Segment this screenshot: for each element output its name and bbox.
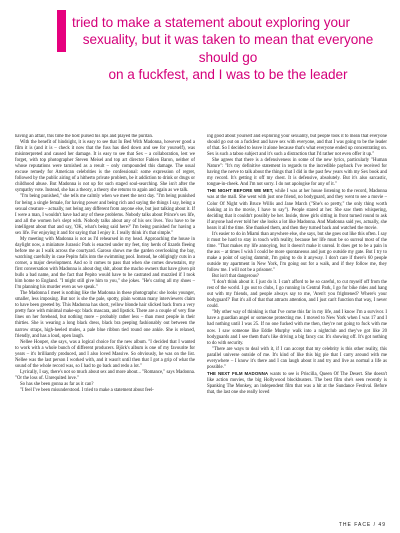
pull-quote-line-3: on a fuckfest, and I was to be the leader bbox=[108, 67, 348, 83]
pull-quote-line-1: tried to make a statement about exploring your bbox=[72, 15, 351, 30]
paragraph: So has she been gonna as far as it can? bbox=[20, 381, 94, 387]
paragraph: My meeting with Madonna is not as I'd rehearsed in my head. Approaching the house in daylight now, a miniature Jurassic Park is enacted under my feet, tiny herds of lizards fleeing before me as I walk across the courtyard. Garoso shows me the garden overlooking the bay, watching carefully in case Pepito falls into the swimming pool. Instead, he obligingly cuts in a corner, a major development. And so it comes to pass that when she comes downstairs, my first conversation with Madonna is about dog shit, about the macho owners that have given pit bulls a bad name, and the fact that Pepito would have to be castrated and muzzled if I took him home to England. "I might still give him to you," she jokes. "He's caring all my shoes – I'm planning his murder even as we speak." bbox=[15, 236, 195, 291]
paragraph: "I feel I've been misunderstood. I tried to make a statement about feel- bbox=[20, 387, 154, 393]
article-body bbox=[15, 134, 387, 518]
run-in-heading: THE NIGHT BEFORE WE MET, bbox=[207, 188, 274, 194]
paragraph-text: wants to see is Priscilla, Queen Of The Desert. She doesn't like action movies, the big Hollywood blockbusters. The best film she's seen recently is Spanking The Monkey, an independent film that was a hit at the Sundance Festival. Before that, the last one she really loved bbox=[207, 371, 387, 395]
paragraph: But isn't that dangerous? bbox=[212, 274, 259, 280]
paragraph: having an affair, this time the host pursed his lips and played the puritan. bbox=[15, 134, 154, 139]
paragraph: "I'm being punished," she tells me calmly when we meet the next day. "I'm being punished for being a single female, for having power and being rich and saying the things I say, being a sexual creature – actually, not being any different from anyone else, but just talking about it. If I were a man, I wouldn't have had any of these problems. Nobody talks about Prince's sex life, and all the women he's slept with. Nobody talks about any of his sex lives. You have to be intelligent about that and say, 'OK, what's being said here?' I'm being punished for having a sex life. For enjoying it and for saying that I enjoy it. I really think it's that simple." bbox=[15, 194, 195, 236]
paragraph: "There are ways to deal with it, if I can accept that my celebrity is this other reality, this parallel universe outside of me. It's kind of like this big pie that I carry around with me everywhere – I know it's there and I can laugh about it and try and live as normal a life as possible." bbox=[207, 346, 387, 370]
page-footer: THE FACE / 49 bbox=[338, 522, 386, 528]
paragraph: The Madonna I meet is nothing like the Madonna in these photographs: she looks younger, smaller, less imposing. But nor is she the pale, spotty, plain woman many interviewers claim to have been greeted by. This Madonna has short, yellow blonde hair slicked back from a very pretty face with minimal make-up: black mascara, and lipstick. There are a couple of very fine lines on her forehead, but nothing more – probably rather less – than most people in their thirties. She is wearing a long black dress, black bra peeping fashionably out between the narrow straps, high-heeled mules, a pale blue ribbon tied round one ankle. She is relaxed, friendly, and has a loud, open laugh. bbox=[15, 291, 195, 339]
paragraph: "I don't think about it. I just do it. I can't afford to be so careful, to cut myself off from the rest of the world. I go out to clubs, I go running in Central Park, I go for bike rides and hang out with my friends, and people always say to me, 'Aren't you frightened? Where's your bodyguard?' But it's all of that that attracts attention, and I just can't function that way, I never could. bbox=[207, 280, 387, 310]
paragraph: ing good about yourself and exploring your sexuality, but people took it to mean that everyone should go out on a fuckfest and have sex with everyone, and that I was going to be the leader of that. So I decided to leave it alone because that's what everyone ended up concentrating on. Sex is such a taboo subject and it's such a distraction that I'd rather not even offer it up." bbox=[207, 134, 387, 158]
section-paragraph bbox=[207, 371, 387, 396]
article-column-right bbox=[207, 134, 387, 518]
section-paragraph bbox=[207, 188, 387, 231]
pull-quote-initial-bar bbox=[57, 10, 66, 52]
pull-quote bbox=[70, 14, 386, 84]
paragraph: "My other way of thinking is that I've come this far in my life, and I know I'm a survivor. I have a guardian angel or someone protecting me. I moved to New York when I was 17 and I had nothing until I was 25. If no one fucked with me then, they're not going to fuck with me now. I saw someone like Eddie Murphy walk into a nightclub and they've got like 20 bodyguards and I see them that's like driving a big fancy car. It's showing off. It's got nothing to do with security. bbox=[207, 310, 387, 346]
paragraph: With the benefit of hindsight, it is easy to see that In Bed With Madonna, however good a film it is (and it is – check it now that the fuss has died down and see for yourself), was misinterpreted and caused her damage. It is easy to see that Sex – a collaboration, lest we forget, with top photographer Steven Meisel and top art director Fabien Baron, neither of whose reputations were tarnished as a result – only compounded this damage. The usual excuse remedy for American celebrities is the confessional: some expression of regret, followed by the public airing of a hitherto private problem, be it addiction to drink or drugs or childhood abuse. But Madonna is not up for such staged soul-searching. She isn't after the sympathy vote. Instead, she has a theory, a theory she returns to again and again as we talk. bbox=[15, 140, 195, 194]
pull-quote-line-2: sexuality, but it was taken to mean that everyone should go bbox=[82, 32, 374, 65]
paragraph: She agrees that there is a defensiveness in some of the new lyrics, particularly "Human Nature": "It's my definitive statement in regards to the incredible payback I've received for having the nerve to talk about the things that I did in the past few years with my Sex book and my record. It's getting it off my chest. It is defensive, absolutely. But it's also sarcastic, tongue-in-cheek. And I'm not sorry. I do not apologise for any of it." bbox=[207, 158, 387, 188]
paragraph: Nellee Hooper, she says, was a logical choice for the new album. "I decided that I wanted to work with a whole bunch of different producers. Björk's album is one of my favourite for years – it's brilliantly produced, and I also loved Massive. So obviously, he was on the list. Nellee was the last person I worked with, and it wasn't until then that I got a grip of what the sound of the whole record was, so I had to go back and redo a lot." bbox=[15, 339, 195, 369]
run-in-heading: THE NEXT FILM MADONNA bbox=[207, 370, 269, 376]
paragraph: It's easier to do in Miami than anywhere else, she says, but she goes out like this often. I say it must be hard to stay in touch with reality, because her life must be so surreal most of the time. "That makes my life annoying, but it doesn't make it unreal. It does get to be a pain in the ass – at times I wish I could be more spontaneous and just go outside my gate. But I try to make a point of saying dammit, I'm going to do it anyway. I don't care if there's 60 people outside my apartment in New York, I'm going out for a walk, and if they follow me, they follow me. I will not be a prisoner." bbox=[207, 231, 387, 274]
article-column-left bbox=[15, 134, 195, 518]
paragraph: Lyrically, I say, there's not so much about sex and more about... "Romance," says Madonna. "Or the loss of. Unrequited love." bbox=[15, 369, 195, 381]
paragraph-text: while I was at her house listening to the record, Madonna was at the mall. She went with just one friend, no bodyguard, and they went to see a movie – Color Of Night with Bruce Willis and Jane March ("She's so pretty," the only thing worth looking at in the movie, I have to say"). People stared at her. She saw them whispering, deciding that it couldn't possibly be her. Inside, three girls sitting in front turned round to ask if anyone had ever told her she looks a lot like Madonna. And Madonna said yes, actually, she hears it all the time. She thanked them, and then they turned back and watched the movie. bbox=[207, 189, 387, 231]
